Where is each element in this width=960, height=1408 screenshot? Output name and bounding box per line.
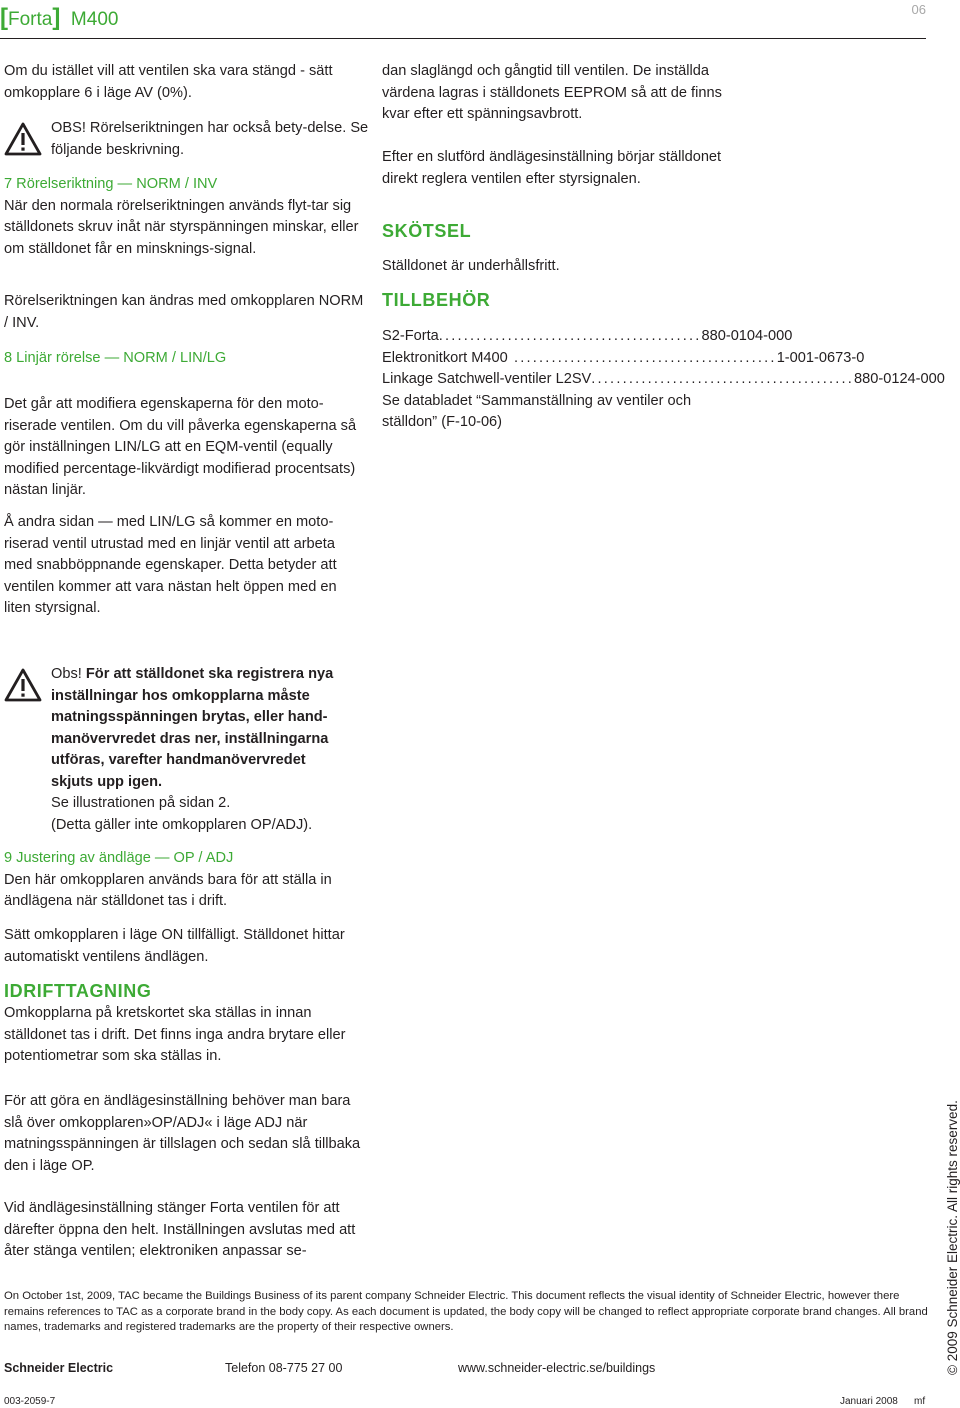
section-8-text bbox=[4, 394, 364, 502]
section-9-heading: 9 Justering av ändläge — OP / ADJ bbox=[4, 850, 234, 866]
brand-name: Forta bbox=[8, 9, 53, 30]
list-item bbox=[382, 369, 945, 391]
bracket-open: [ bbox=[0, 4, 8, 31]
warning-triangle-icon bbox=[4, 122, 42, 156]
leader-dots: .......................................... bbox=[591, 371, 854, 387]
copyright-vertical: © 2009 Schneider Electric. All rights reserved. bbox=[945, 1100, 960, 1375]
list-item bbox=[382, 348, 865, 370]
company-name: Schneider Electric bbox=[4, 1361, 114, 1375]
section-7-text: När den normala rörelseriktningen används flyt-tar sig ställdonets skruv inåt när styrspänningen minskar, eller om ställdonet får en minsknings-signal. bbox=[4, 197, 359, 257]
obs-illustration-ref: Se illustrationen på sidan 2. bbox=[51, 795, 231, 811]
document-date: Januari 2008 bbox=[840, 1396, 898, 1407]
bracket-close: ] bbox=[52, 4, 61, 31]
section-9-text: Den här omkopplaren används bara för att ställa in ändlägena när ställdonet tas i drift. bbox=[4, 871, 332, 909]
skotsel-text: Ställdonet är underhållsfritt. bbox=[382, 258, 560, 274]
endpoint-calibration-text: Vid ändlägesinställning stänger Forta ventilen för att därefter öppna den helt. Inställningen avslutas med att åter stänga ventilen; elektroniken anpassar se- bbox=[4, 1200, 356, 1259]
leader-dots: .......................................... bbox=[507, 349, 777, 366]
accessory-name: S2-Forta bbox=[382, 328, 439, 344]
brand-header bbox=[0, 4, 118, 32]
endpoint-setting-text: För att göra en ändlägesinställning behöver man bara slå över omkopplaren»OP/ADJ« i läge ADJ när matningsspänningen är tillslagen och sedan slå tillbaka den i läge OP. bbox=[4, 1093, 361, 1174]
idrifttagning-text: Omkopplarna på kretskortet ska ställas in innan ställdonet tas i drift. Det finns inga andra brytare eller potentiometrar som ska ställas in. bbox=[4, 1005, 346, 1064]
obs-exception: (Detta gäller inte omkopplaren OP/ADJ). bbox=[51, 816, 313, 833]
accessory-name: Elektronitkort M400 bbox=[382, 349, 508, 366]
regulation-paragraph: Efter en slutförd ändlägesinställning börjar ställdonet direkt reglera ventilen efter styrsignalen. bbox=[382, 149, 722, 187]
section-8-linear-text: Å andra sidan — med LIN/LG så kommer en moto-riserad ventil utrustad med en linjär ventil att arbeta med snabböppnande egenskaper. Detta betyder att ventilen kommer att vara nästan helt öppen med en liten styrsignal. bbox=[4, 514, 337, 616]
section-8-text-b: Om du vill påverka egenskaperna så gör inställningen LIN/LG att en EQM-ventil (equally modified percentage-likvärdigt modifierad procentsats) nästan linjär. bbox=[4, 417, 357, 498]
obs-note-direction: OBS! Rörelseriktningen har också bety-delse. Se följande beskrivning. bbox=[51, 120, 369, 158]
accessory-name: Linkage Satchwell-ventiler L2SV bbox=[382, 371, 592, 387]
obs-lead: Obs! bbox=[51, 666, 82, 682]
author-initials: mf bbox=[914, 1396, 926, 1407]
leader-dots: .......................................... bbox=[438, 328, 702, 344]
header-rule bbox=[0, 38, 926, 39]
website-link[interactable]: www.schneider-electric.se/buildings bbox=[458, 1361, 656, 1375]
skotsel-heading: SKÖTSEL bbox=[382, 221, 472, 241]
section-7-heading: 7 Rörelseriktning — NORM / INV bbox=[4, 176, 218, 192]
accessory-code: 880-0124-000 bbox=[854, 371, 945, 387]
page-number: 06 bbox=[911, 2, 926, 17]
list-item bbox=[382, 326, 793, 348]
section-9 bbox=[4, 848, 364, 913]
section-8-text-a: Det går att modifiera egenskaperna för den moto-riserade ventilen. bbox=[4, 396, 324, 434]
accessory-list bbox=[382, 326, 945, 434]
section-7 bbox=[4, 174, 364, 260]
intro-paragraph: Om du istället vill att ventilen ska vara stängd - sätt omkopplare 6 i läge AV (0%). bbox=[4, 63, 333, 101]
model-name: M400 bbox=[70, 9, 119, 30]
section-7-switch-text: Rörelseriktningen kan ändras med omkopplaren NORM / INV. bbox=[4, 293, 364, 331]
continued-paragraph: dan slaglängd och gångtid till ventilen. De inställda värdena lagras i ställdonets EEPROM så att de finns kvar efter ett spänningsavbrott. bbox=[382, 63, 722, 122]
section-9-on-text: Sätt omkopplaren i läge ON tillfälligt. Ställdonet hittar automatiskt ventilens ändlägen. bbox=[4, 927, 345, 965]
obs-note-settings bbox=[51, 664, 351, 836]
accessory-code: 1-001-0673-0 bbox=[776, 349, 865, 366]
tillbehor-heading: TILLBEHÖR bbox=[382, 290, 491, 310]
datasheet-reference: Se databladet “Sammanställning av ventiler och ställdon” (F-10-06) bbox=[382, 392, 692, 430]
obs-bold-text: För att ställdonet ska registrera nya inställningar hos omkopplarna måste matningsspänningen brytas, eller hand-manövervredet dras ner, inställningarna utföras, varefter handmanövervredet skjuts upp igen. bbox=[51, 666, 334, 790]
corporate-notice: On October 1st, 2009, TAC became the Buildings Business of its parent company Schneider Electric. This document reflects the visual identity of Schneider Electric, however there remains references to TAC as a corporate brand in the body copy. As each document is updated, the body copy will be changed to reflect appropriate corporate brand changes. All brand names, trademarks and registered trademarks are the property of their respective owners. bbox=[4, 1290, 928, 1333]
phone-number: Telefon 08-775 27 00 bbox=[225, 1361, 343, 1375]
idrifttagning-heading: IDRIFTTAGNING bbox=[4, 981, 152, 1001]
accessory-code: 880-0104-000 bbox=[701, 328, 793, 344]
warning-triangle-icon bbox=[4, 668, 42, 702]
section-8-heading: 8 Linjär rörelse — NORM / LIN/LG bbox=[4, 350, 227, 366]
document-number: 003-2059-7 bbox=[4, 1396, 56, 1407]
